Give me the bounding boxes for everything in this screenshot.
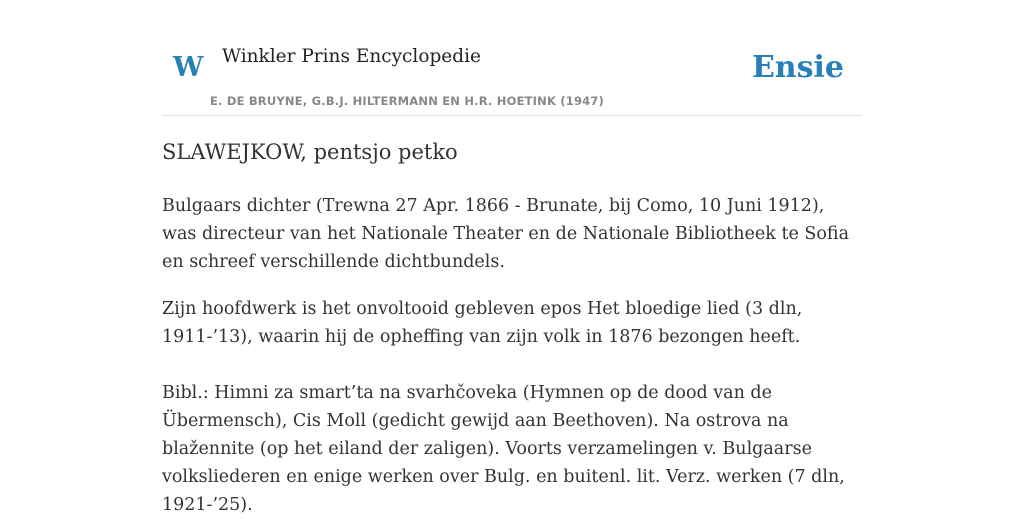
article-paragraph-2: Zijn hoofdwerk is het onvoltooid gebleven epos Het bloedige lied (3 dln, 1911-’13), waarin hij de opheffing van zijn volk in 1876 bezongen heeft. <box>162 299 803 347</box>
article-bibliography: Bibl.: Himni za smart’ta na svarhčoveka (Hymnen op de dood van de Übermensch), Cis Moll (gedicht gewijd aan Beethoven). Na ostrova na blažennite (op het eiland der zaligen). Voorts verzamelingen v. Bulgaarse volksliederen en enige werken over Bulg. en buitenl. lit. Verz. werken (7 dln, 1921-’25). <box>162 383 845 515</box>
header-divider <box>162 115 862 116</box>
article-title: SLAWEJKOW, pentsjo petko <box>162 140 458 164</box>
ensie-brand-logo[interactable]: Ensie <box>751 50 844 85</box>
site-title[interactable]: Winkler Prins Encyclopedie <box>222 46 481 67</box>
winkler-prins-logo[interactable]: W <box>173 52 204 83</box>
article-paragraph-1: Bulgaars dichter (Trewna 27 Apr. 1866 - Brunate, bij Como, 10 Juni 1912), was directeur van het Nationale Theater en de Nationale Bibliotheek te Sofia en schreef verschillende dichtbundels. <box>162 196 850 272</box>
authors-byline: E. DE BRUYNE, G.B.J. HILTERMANN EN H.R. HOETINK (1947) <box>210 94 605 108</box>
page-container <box>162 0 862 515</box>
